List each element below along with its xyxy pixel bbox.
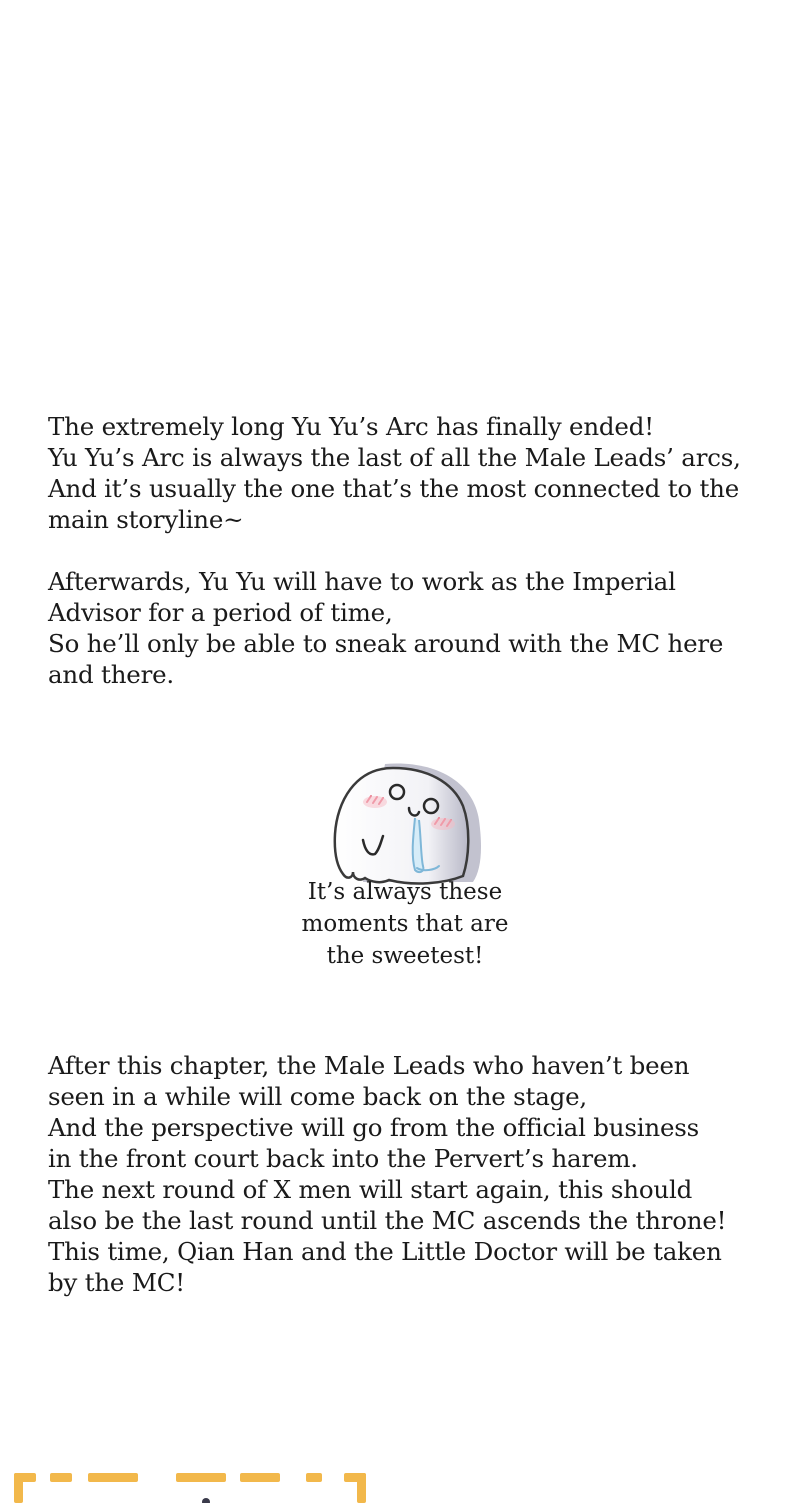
note-line: in the front court back into the Pervert’s harem. <box>48 1144 638 1173</box>
sticker-caption <box>285 876 525 972</box>
blushing-ghost-icon <box>323 758 489 888</box>
ghost-sticker <box>285 758 525 978</box>
note-line: Yu Yu’s Arc is always the last of all the Male Leads’ arcs, <box>48 443 741 472</box>
note-line: Advisor for a period of time, <box>48 598 393 627</box>
note-line: So he’ll only be able to sneak around with the MC here <box>48 629 724 658</box>
note-line: This time, Qian Han and the Little Doctor will be taken <box>48 1237 722 1266</box>
note-line: and there. <box>48 660 174 689</box>
note-line: seen in a while will come back on the stage, <box>48 1082 587 1111</box>
caption-line: moments that are <box>301 911 509 937</box>
note-line: Afterwards, Yu Yu will have to work as the Imperial <box>48 567 676 596</box>
partial-figure-icon <box>202 1498 210 1503</box>
note-line: After this chapter, the Male Leads who haven’t been <box>48 1051 690 1080</box>
note-line: also be the last round until the MC ascends the throne! <box>48 1206 727 1235</box>
note-line: The next round of X men will start again, this should <box>48 1175 693 1204</box>
note-line: The extremely long Yu Yu’s Arc has finally ended! <box>48 412 654 441</box>
caption-line: the sweetest! <box>326 943 484 969</box>
author-note-block <box>48 411 748 690</box>
caption-line: It’s always these <box>307 879 503 905</box>
dashed-frame-border <box>0 1460 800 1503</box>
note-line: And the perspective will go from the official business <box>48 1113 699 1142</box>
paragraph-gap <box>48 535 748 566</box>
note-line: by the MC! <box>48 1268 185 1297</box>
note-line: And it’s usually the one that’s the most connected to the <box>48 474 740 503</box>
author-note-block <box>48 1050 748 1298</box>
note-line: main storyline~ <box>48 505 244 534</box>
